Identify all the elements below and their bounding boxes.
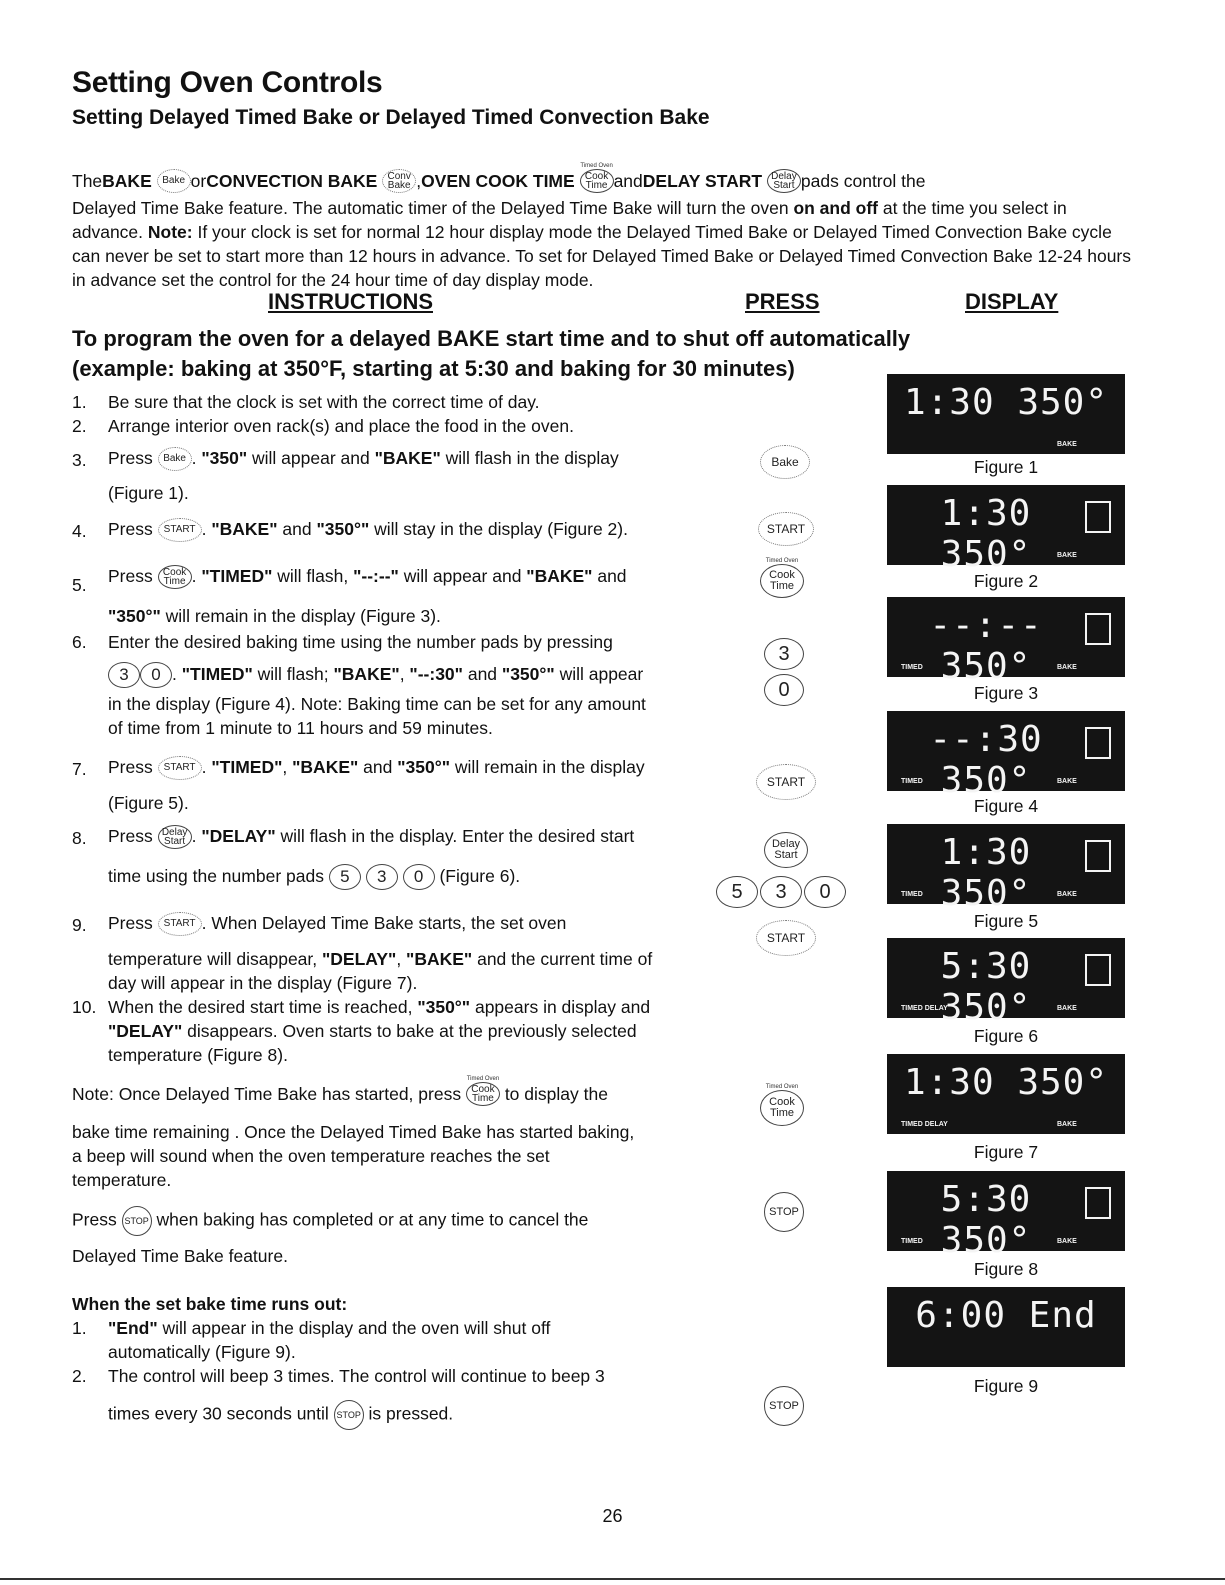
oven-display-figure-1 bbox=[887, 374, 1125, 454]
page-subtitle: Setting Delayed Timed Bake or Delayed Timed Convection Bake bbox=[72, 106, 710, 129]
step-text: will flash, bbox=[272, 566, 354, 586]
step-text: Press bbox=[108, 826, 158, 846]
number-0-pad-icon: 0 bbox=[764, 674, 804, 706]
step-7: Press START . "TIMED", "BAKE" and "350°" will remain in the display bbox=[108, 755, 728, 780]
step-text: and the current time of bbox=[472, 949, 653, 969]
number-3-pad-icon: 3 bbox=[764, 638, 804, 670]
cancel-line-1 bbox=[72, 1206, 732, 1236]
step-text: Press bbox=[108, 566, 158, 586]
step-text: , bbox=[399, 664, 410, 684]
display-left-label: TIMED DELAY bbox=[901, 1005, 948, 1012]
step-bold: "--:30" bbox=[409, 664, 463, 684]
display-right-label: BAKE bbox=[1057, 441, 1077, 448]
oven-display-figure-9 bbox=[887, 1287, 1125, 1367]
cancel-text: Press bbox=[72, 1209, 122, 1230]
pad-label: Cook bbox=[769, 1096, 795, 1108]
step-text: Press bbox=[108, 519, 158, 539]
pad-caption: Timed Oven bbox=[765, 1084, 799, 1090]
step-10-line-2 bbox=[108, 1019, 728, 1043]
step-text: (Figure 1). bbox=[108, 483, 189, 503]
step-number: 1. bbox=[72, 1318, 87, 1338]
bake-pad-icon: Bake bbox=[158, 447, 192, 471]
page-title: Setting Oven Controls bbox=[72, 66, 383, 99]
step-bold: "TIMED" bbox=[201, 566, 273, 586]
step-bold: "BAKE" bbox=[374, 448, 441, 468]
cook-time-pad-icon bbox=[760, 564, 804, 598]
runs-out-item-1 bbox=[108, 1316, 728, 1340]
display-readout: --:-- 350° bbox=[929, 605, 1043, 687]
figure-caption: Figure 1 bbox=[973, 457, 1039, 477]
step-text: , bbox=[282, 757, 293, 777]
display-right-label: BAKE bbox=[1057, 778, 1077, 785]
cook-time-pad bbox=[466, 1076, 500, 1106]
step-bold: "TIMED" bbox=[211, 757, 283, 777]
number-3-pad-icon: 3 bbox=[760, 876, 802, 908]
step-number: 10. bbox=[72, 997, 97, 1017]
bake-pad-icon: Bake bbox=[760, 445, 810, 479]
figure-caption: Figure 3 bbox=[973, 683, 1039, 703]
runs-out-heading: When the set bake time runs out: bbox=[72, 1294, 348, 1314]
step-bold: "BAKE" bbox=[333, 664, 400, 684]
pad-label: Delay bbox=[771, 838, 801, 850]
note-text: bake time remaining . Once the Delayed Timed Bake has started baking, bbox=[72, 1122, 635, 1142]
display-readout: 1:30 350° bbox=[903, 382, 1109, 423]
step-text: and bbox=[358, 757, 398, 777]
step-text: and bbox=[277, 519, 317, 539]
step-text: will flash; bbox=[252, 664, 334, 684]
step-3: Press Bake . "350" will appear and "BAKE" will flash in the display bbox=[108, 446, 728, 471]
step-number: 3. bbox=[72, 450, 87, 470]
oven-display-figure-5 bbox=[887, 824, 1125, 914]
step-text: times every 30 seconds until bbox=[108, 1403, 334, 1424]
display-readout: 1:30 350° bbox=[940, 493, 1032, 575]
intro-delay-start: DELAY START bbox=[642, 171, 763, 191]
step-text: automatically (Figure 9). bbox=[108, 1342, 296, 1362]
step-bold: "350°" bbox=[316, 519, 370, 539]
pad-caption: Timed Oven bbox=[466, 1076, 500, 1082]
section-heading-line: (example: baking at 350°F, starting at 5:30 and baking for 30 minutes) bbox=[72, 356, 795, 381]
press-header: PRESS bbox=[745, 289, 820, 314]
start-pad-icon: START bbox=[756, 764, 816, 800]
step-text: Press bbox=[108, 448, 158, 468]
stop-pad-icon: STOP bbox=[122, 1206, 152, 1236]
display-header: DISPLAY bbox=[965, 289, 1059, 314]
display-indicator-box bbox=[1085, 954, 1111, 986]
step-text: will remain in the display (Figure 3). bbox=[160, 606, 441, 626]
cook-time-pad-icon bbox=[580, 169, 614, 193]
step-text: (Figure 5). bbox=[108, 793, 189, 813]
step-text: will remain in the display bbox=[450, 757, 645, 777]
section-heading bbox=[72, 324, 992, 384]
convection-bake-pad-icon bbox=[382, 169, 416, 193]
number-0-pad-icon: 0 bbox=[140, 662, 172, 688]
step-text: will stay in the display (Figure 2). bbox=[369, 519, 628, 539]
step-text: . When Delayed Time Bake starts, the set oven bbox=[201, 913, 567, 933]
step-number: 2. bbox=[72, 416, 87, 436]
figure-caption: Figure 7 bbox=[973, 1142, 1039, 1162]
oven-display-figure-2 bbox=[887, 485, 1125, 575]
step-number: 7. bbox=[72, 759, 87, 779]
step-bold: "350°" bbox=[108, 606, 161, 626]
intro-text: Delayed Time Bake feature. The automatic timer of the Delayed Time Bake will turn the oven bbox=[72, 198, 794, 218]
step-bold: "350°" bbox=[501, 664, 555, 684]
step-text: appears in display and bbox=[470, 997, 651, 1017]
intro-text: , bbox=[416, 171, 422, 191]
step-number: 9. bbox=[72, 915, 87, 935]
press-cook-time bbox=[760, 558, 804, 598]
figure-caption: Figure 6 bbox=[973, 1026, 1039, 1046]
step-text: , bbox=[396, 949, 407, 969]
start-pad-icon: START bbox=[756, 920, 816, 956]
step-number: 6. bbox=[72, 632, 87, 652]
display-left-label: TIMED bbox=[901, 891, 923, 898]
intro-note-label: Note: bbox=[147, 222, 193, 242]
pad-label: Time bbox=[472, 1093, 494, 1104]
press-start-2 bbox=[756, 764, 816, 800]
step-text: day will appear in the display (Figure 7). bbox=[108, 973, 418, 993]
step-text: temperature will disappear, bbox=[108, 949, 322, 969]
step-text: Arrange interior oven rack(s) and place the food in the oven. bbox=[108, 416, 574, 436]
cook-time-pad-icon bbox=[760, 1090, 804, 1126]
intro-text: or bbox=[190, 171, 207, 191]
step-bold: "BAKE" bbox=[406, 949, 473, 969]
pad-label: Time bbox=[769, 1107, 795, 1119]
press-0 bbox=[764, 674, 804, 706]
display-left-label: TIMED bbox=[901, 1238, 923, 1245]
step-bold: "BAKE" bbox=[211, 519, 278, 539]
bake-pad-icon: Bake bbox=[157, 169, 191, 193]
cancel-text: when baking has completed or at any time to cancel the bbox=[151, 1209, 589, 1230]
step-text: and bbox=[462, 664, 502, 684]
step-text: will appear and bbox=[247, 448, 375, 468]
cancel-text: Delayed Time Bake feature. bbox=[72, 1246, 288, 1266]
intro-text: The bbox=[72, 171, 103, 191]
runs-out-item-2-line-2 bbox=[108, 1400, 728, 1430]
pad-label: Start bbox=[164, 836, 186, 848]
step-9 bbox=[108, 911, 728, 936]
step-text: Press bbox=[108, 913, 158, 933]
start-pad-icon: START bbox=[758, 512, 814, 546]
step-bold: "350°" bbox=[397, 757, 451, 777]
step-bold: "DELAY" bbox=[322, 949, 397, 969]
intro-convection-bake: CONVECTION BAKE bbox=[206, 171, 378, 191]
oven-display-figure-4 bbox=[887, 711, 1125, 801]
display-right-label: BAKE bbox=[1057, 664, 1077, 671]
step-bold: "End" bbox=[108, 1318, 158, 1338]
display-readout: 5:30 350° bbox=[940, 1179, 1032, 1261]
intro-text: If your clock is set for normal 12 hour display mode the Delayed Timed Bake or Delayed Timed Convection Bake cycle can never be set to start more than 12 hours in advance. To set for Delayed Timed Bake or Delayed Timed Convection Bake 12-24 hours in advance set the control for the 24 hour time of day display mode. bbox=[72, 222, 1132, 290]
pad-label: Time bbox=[585, 180, 608, 191]
display-right-label: BAKE bbox=[1057, 891, 1077, 898]
step-number: 2. bbox=[72, 1366, 87, 1386]
step-text: Press bbox=[108, 757, 158, 777]
intro-text: at the time you select in advance. bbox=[72, 198, 1067, 242]
number-5-pad-icon: 5 bbox=[716, 876, 758, 908]
press-start bbox=[758, 512, 814, 546]
step-bold: "BAKE" bbox=[526, 566, 593, 586]
step-number: 5. bbox=[72, 575, 87, 595]
step-number: 1. bbox=[72, 392, 87, 412]
display-indicator-box bbox=[1085, 840, 1111, 872]
press-stop bbox=[764, 1192, 804, 1232]
pad-label: Bake bbox=[387, 180, 411, 191]
intro-bake: BAKE bbox=[102, 171, 152, 191]
display-readout: 6:00 End bbox=[915, 1295, 1097, 1336]
press-start-3 bbox=[756, 920, 816, 956]
step-bold: "DELAY" bbox=[201, 826, 276, 846]
start-pad-icon: START bbox=[158, 518, 202, 542]
start-pad-icon: START bbox=[158, 912, 202, 936]
step-text: will flash in the display. Enter the desired start bbox=[275, 826, 635, 846]
pad-label: Cook bbox=[471, 1084, 495, 1095]
note-text: a beep will sound when the oven temperature reaches the set bbox=[72, 1146, 550, 1166]
step-text: time using the number pads bbox=[108, 866, 329, 886]
pad-label: Conv bbox=[387, 171, 411, 182]
step-text: (Figure 6). bbox=[434, 866, 521, 886]
step-5: Press Cook Time . "TIMED" will flash, "--:--" will appear and "BAKE" and bbox=[108, 566, 627, 588]
figure-caption: Figure 4 bbox=[973, 796, 1039, 816]
step-9-line-2 bbox=[108, 947, 728, 971]
press-cook-time-2 bbox=[760, 1084, 804, 1126]
step-text: and bbox=[592, 566, 627, 586]
note-line-1 bbox=[72, 1076, 732, 1106]
intro-on-off: on and off bbox=[793, 198, 878, 218]
intro-paragraph bbox=[72, 159, 1142, 292]
oven-display-figure-6 bbox=[887, 938, 1125, 1028]
display-indicator-box bbox=[1085, 1187, 1111, 1219]
display-right-label: BAKE bbox=[1057, 552, 1077, 559]
figure-caption: Figure 8 bbox=[973, 1259, 1039, 1279]
display-readout: --:30 350° bbox=[929, 719, 1043, 801]
step-bold: "350°" bbox=[417, 997, 471, 1017]
delay-start-pad-icon bbox=[764, 832, 808, 868]
step-8: Press Delay Start . "DELAY" will flash in the display. Enter the desired start bbox=[108, 826, 635, 848]
press-5-3-0 bbox=[716, 876, 846, 908]
step-text: is pressed. bbox=[363, 1403, 454, 1424]
pad-label: Time bbox=[769, 580, 795, 592]
step-10 bbox=[108, 995, 728, 1019]
step-bold: "BAKE" bbox=[292, 757, 359, 777]
step-bold: "--:--" bbox=[353, 566, 399, 586]
display-indicator-box bbox=[1085, 613, 1111, 645]
pad-caption: Timed Oven bbox=[580, 163, 613, 169]
step-4: Press START . "BAKE" and "350°" will stay in the display (Figure 2). bbox=[108, 517, 728, 542]
press-delay-start bbox=[764, 832, 808, 868]
page-number: 26 bbox=[602, 1506, 623, 1526]
delay-start-pad-icon bbox=[767, 169, 801, 193]
pad-label: Cook bbox=[769, 569, 795, 581]
note-text: temperature. bbox=[72, 1170, 172, 1190]
figure-caption: Figure 5 bbox=[973, 911, 1039, 931]
pad-label: Cook bbox=[162, 567, 187, 579]
intro-oven-cook-time: OVEN COOK TIME bbox=[421, 171, 575, 191]
pad-label: Cook bbox=[584, 171, 609, 182]
step-text: of time from 1 minute to 11 hours and 59 minutes. bbox=[108, 718, 493, 738]
step-5-line-2 bbox=[108, 604, 441, 628]
step-text: will appear in the display and the oven will shut off bbox=[157, 1318, 551, 1338]
step-bold: "DELAY" bbox=[108, 1021, 183, 1041]
note-text: Note: Once Delayed Time Bake has started, press bbox=[72, 1084, 466, 1104]
number-3-pad-icon: 3 bbox=[108, 662, 140, 688]
note-text: to display the bbox=[499, 1084, 608, 1104]
oven-display-figure-3 bbox=[887, 597, 1125, 687]
step-number: 4. bbox=[72, 521, 87, 541]
oven-display-figure-8 bbox=[887, 1171, 1125, 1261]
pad-label: Delay bbox=[771, 171, 797, 182]
step-6-line-2: 3 0 . "TIMED" will flash; "BAKE", "--:30" and "350°" will appear bbox=[108, 662, 728, 688]
figure-caption: Figure 9 bbox=[973, 1376, 1039, 1396]
section-heading-line: To program the oven for a delayed BAKE start time and to shut off automatically bbox=[72, 326, 911, 351]
press-stop-2 bbox=[764, 1386, 804, 1426]
display-right-label: BAKE bbox=[1057, 1121, 1077, 1128]
cook-time-pad-icon bbox=[158, 565, 192, 589]
stop-pad-icon: STOP bbox=[764, 1386, 804, 1426]
pad-label: Time bbox=[163, 576, 186, 588]
pad-label: Start bbox=[773, 180, 795, 191]
step-text: Enter the desired baking time using the number pads by pressing bbox=[108, 632, 613, 652]
instructions-header: INSTRUCTIONS bbox=[268, 289, 433, 314]
step-text: will flash in the display bbox=[440, 448, 619, 468]
pad-label: Start bbox=[774, 849, 798, 861]
step-bold: "350" bbox=[201, 448, 248, 468]
display-right-label: BAKE bbox=[1057, 1238, 1077, 1245]
display-left-label: TIMED bbox=[901, 664, 923, 671]
display-indicator-box bbox=[1085, 727, 1111, 759]
step-number: 8. bbox=[72, 828, 87, 848]
number-3-pad-icon: 3 bbox=[366, 864, 398, 890]
number-0-pad-icon: 0 bbox=[403, 864, 435, 890]
cook-time-pad bbox=[580, 163, 614, 193]
display-readout: 5:30 350° bbox=[940, 946, 1032, 1028]
stop-pad-icon: STOP bbox=[334, 1400, 364, 1430]
start-pad-icon: START bbox=[158, 756, 202, 780]
step-text: Be sure that the clock is set with the correct time of day. bbox=[108, 392, 540, 412]
cook-time-pad-icon bbox=[466, 1082, 500, 1106]
delay-start-pad-icon bbox=[158, 825, 192, 849]
display-right-label: BAKE bbox=[1057, 1005, 1077, 1012]
figure-caption: Figure 2 bbox=[973, 571, 1039, 591]
display-indicator-box bbox=[1085, 501, 1111, 533]
number-0-pad-icon: 0 bbox=[804, 876, 846, 908]
step-text: will appear bbox=[554, 664, 644, 684]
pad-label: Delay bbox=[161, 827, 188, 839]
press-bake bbox=[760, 445, 810, 479]
step-text: temperature (Figure 8). bbox=[108, 1045, 288, 1065]
display-readout: 1:30 350° bbox=[903, 1062, 1109, 1103]
display-readout: 1:30 350° bbox=[940, 832, 1032, 914]
step-bold: "TIMED" bbox=[181, 664, 253, 684]
step-text: will appear and bbox=[398, 566, 527, 586]
oven-display-figure-7 bbox=[887, 1054, 1125, 1134]
step-8-line-2 bbox=[108, 864, 728, 890]
display-left-label: TIMED DELAY bbox=[901, 1121, 948, 1128]
stop-pad-icon: STOP bbox=[764, 1192, 804, 1232]
display-left-label: TIMED bbox=[901, 778, 923, 785]
step-text: The control will beep 3 times. The control will continue to beep 3 bbox=[108, 1366, 605, 1386]
intro-text: pads control the bbox=[800, 171, 926, 191]
pad-caption: Timed Oven bbox=[765, 558, 799, 564]
step-text: in the display (Figure 4). Note: Baking time can be set for any amount bbox=[108, 694, 646, 714]
step-text: When the desired start time is reached, bbox=[108, 997, 418, 1017]
bottom-rule bbox=[0, 1578, 1225, 1580]
intro-text: and bbox=[613, 171, 643, 191]
press-3 bbox=[764, 638, 804, 670]
number-5-pad-icon: 5 bbox=[329, 864, 361, 890]
step-text: disappears. Oven starts to bake at the previously selected bbox=[182, 1021, 637, 1041]
